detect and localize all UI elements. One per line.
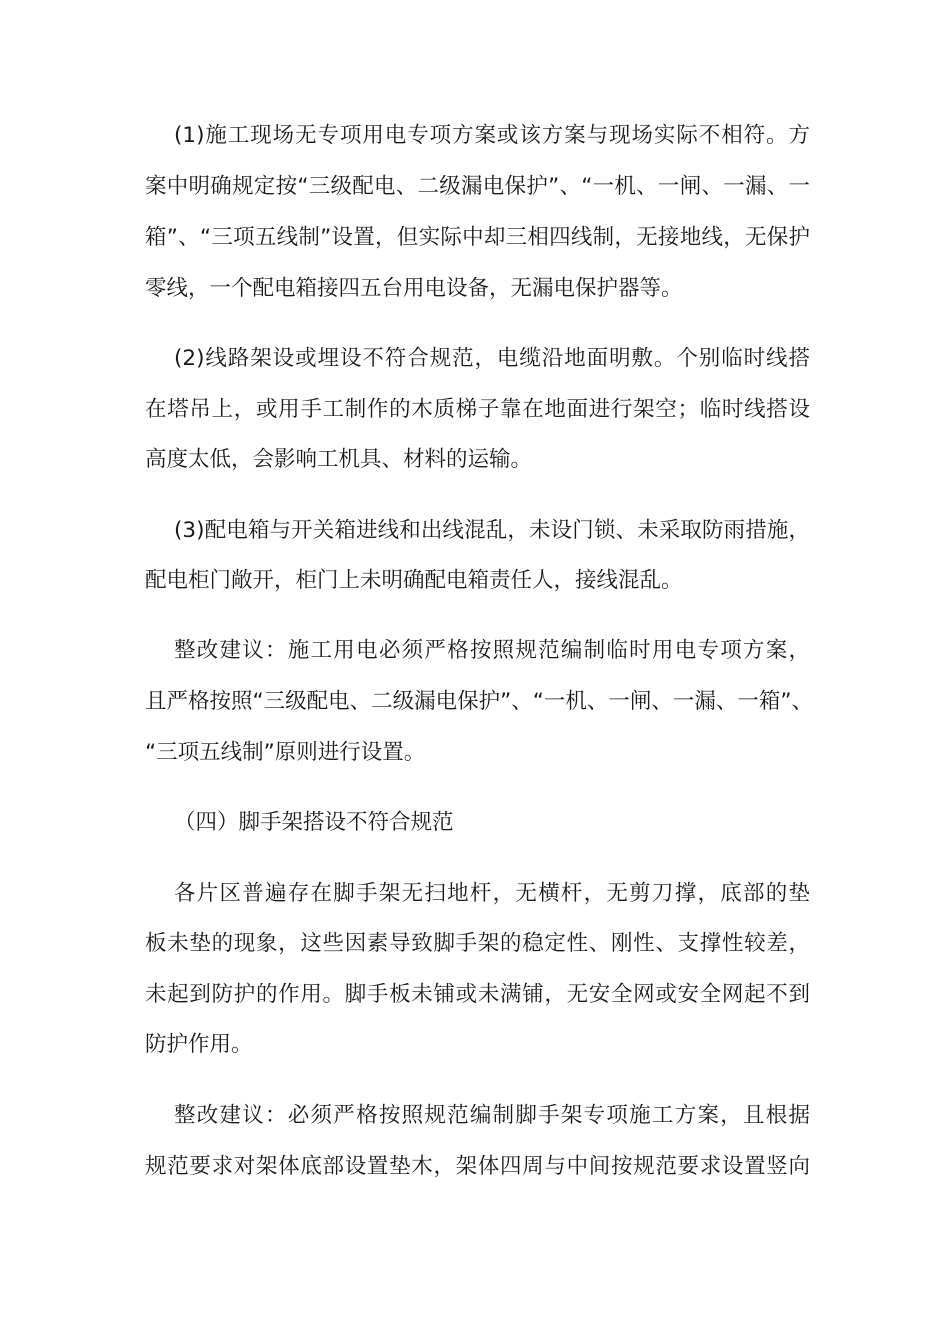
paragraph-3-line-2: 配电柜门敞开，柜门上未明确配电箱责任人，接线混乱。: [145, 568, 683, 593]
paragraph-1-line-2: 案中明确规定按“三级配电、二级漏电保护”、“一机、一闸、一漏、一: [145, 174, 810, 199]
paragraph-5-line-1: 各片区普遍存在脚手架无扫地杆，无横杆，无剪刀撑，底部的垫: [174, 881, 810, 906]
paragraph-1-line-1: (1)施工现场无专项用电专项方案或该方案与现场实际不相符。方: [174, 123, 810, 148]
paragraph-4-line-3: “三项五线制”原则进行设置。: [145, 740, 426, 765]
paragraph-2-line-1: (2)线路架设或埋设不符合规范，电缆沿地面明敷。个别临时线搭: [174, 346, 810, 371]
paragraph-2-line-2: 在塔吊上，或用手工制作的木质梯子靠在地面进行架空；临时线搭设: [145, 397, 810, 422]
paragraph-4-line-2: 且严格按照“三级配电、二级漏电保护”、“一机、一闸、一漏、一箱”、: [145, 689, 814, 714]
paragraph-6-line-1: 整改建议：必须严格按照规范编制脚手架专项施工方案，且根据: [174, 1103, 810, 1128]
paragraph-5-line-3: 未起到防护的作用。脚手板未铺或未满铺，无安全网或安全网起不到: [145, 982, 810, 1007]
paragraph-1-line-3: 箱”、“三项五线制”设置，但实际中却三相四线制，无接地线，无保护: [145, 225, 810, 250]
paragraph-2-line-3: 高度太低，会影响工机具、材料的运输。: [145, 447, 533, 472]
paragraph-5-line-2: 板未垫的现象，这些因素导致脚手架的稳定性、刚性、支撑性较差，: [145, 931, 810, 956]
paragraph-6-line-2: 规范要求对架体底部设置垫木，架体四周与中间按规范要求设置竖向: [145, 1154, 810, 1179]
paragraph-4-line-1: 整改建议：施工用电必须严格按照规范编制临时用电专项方案，: [174, 638, 810, 663]
paragraph-5-line-4: 防护作用。: [145, 1032, 253, 1057]
section-heading: （四）脚手架搭设不符合规范: [174, 810, 454, 835]
paragraph-3-line-1: (3)配电箱与开关箱进线和出线混乱，未设门锁、未采取防雨措施，: [174, 518, 810, 543]
paragraph-1-line-4: 零线，一个配电箱接四五台用电设备，无漏电保护器等。: [145, 276, 683, 301]
